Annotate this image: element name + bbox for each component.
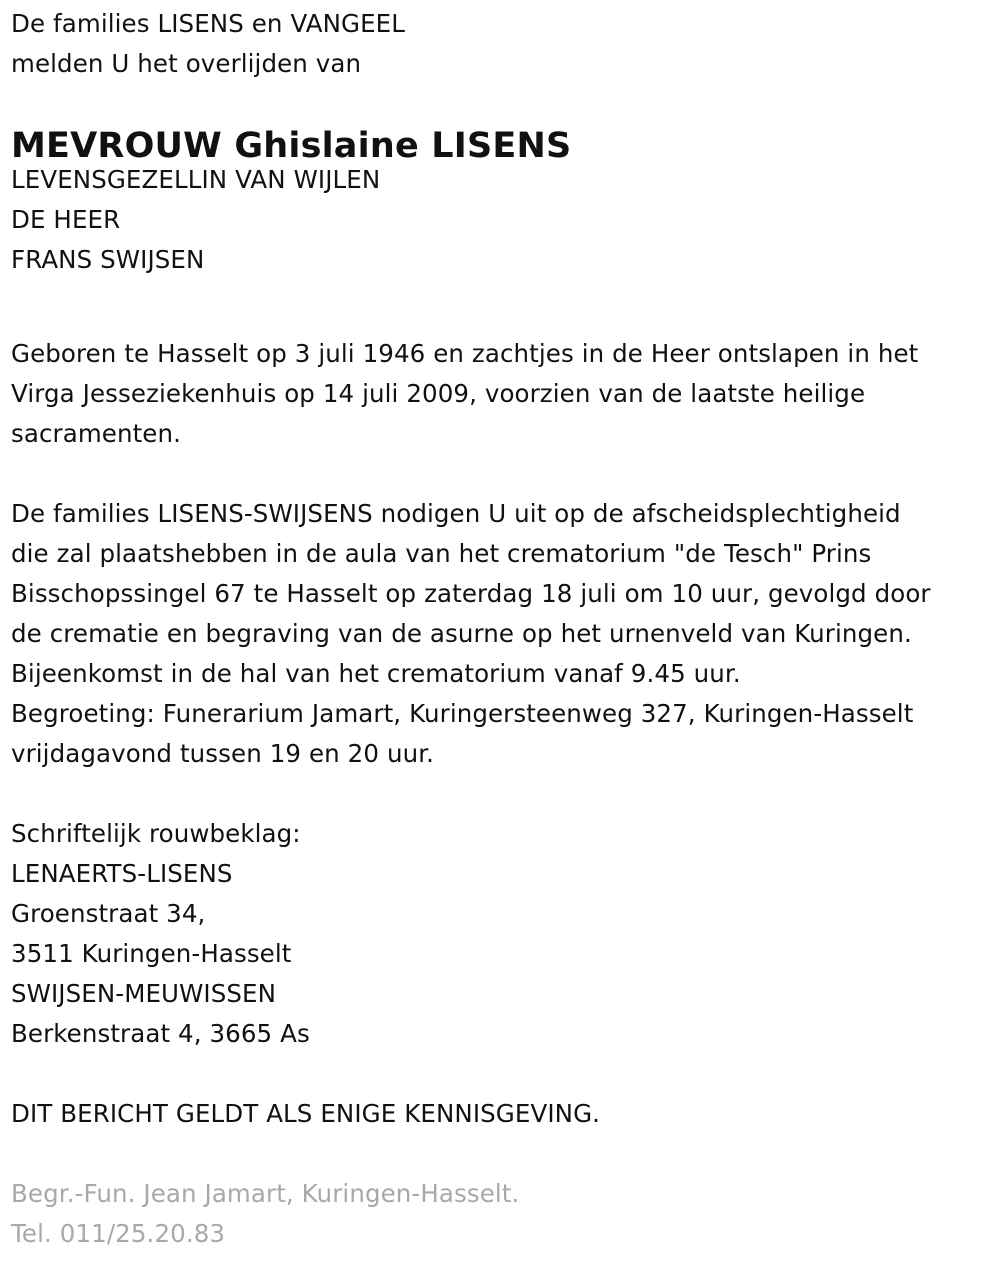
relation-line-2: DE HEER [11,205,121,234]
intro-line-1: De families LISENS en VANGEEL [11,9,406,38]
birth-death-line-3: sacramenten. [11,419,181,448]
condolences-heading: Schriftelijk rouwbeklag: [11,819,301,848]
ceremony-line-3: Bisschopssingel 67 te Hasselt op zaterdag 18 juli om 10 uur, gevolgd door [11,579,931,608]
ceremony-line-2: die zal plaatshebben in de aula van het crematorium "de Tesch" Prins [11,539,872,568]
intro-line-2: melden U het overlijden van [11,49,362,78]
birth-death-paragraph [11,334,918,454]
deceased-name: MEVROUW Ghislaine LISENS [11,126,572,166]
footer-phone: Tel. 011/25.20.83 [11,1219,226,1248]
birth-death-line-2: Virga Jesseziekenhuis op 14 juli 2009, voorzien van de laatste heilige [11,379,866,408]
ceremony-paragraph [11,494,931,774]
footer-funeral-home: Begr.-Fun. Jean Jamart, Kuringen-Hasselt. [11,1179,520,1208]
condolences-section [11,814,310,1054]
deceased-section [11,126,571,280]
condolences-line-4: 3511 Kuringen-Hasselt [11,939,292,968]
condolences-line-5: SWIJSEN-MEUWISSEN [11,979,277,1008]
ceremony-line-7: vrijdagavond tussen 19 en 20 uur. [11,739,435,768]
relation-line-3: FRANS SWIJSEN [11,245,205,274]
condolences-line-3: Groenstraat 34, [11,899,206,928]
notice-line: DIT BERICHT GELDT ALS ENIGE KENNISGEVING. [11,1099,601,1128]
ceremony-line-1: De families LISENS-SWIJSENS nodigen U uit op de afscheidsplechtigheid [11,499,901,528]
relation-line-1: LEVENSGEZELLIN VAN WIJLEN [11,165,381,194]
ceremony-line-6: Begroeting: Funerarium Jamart, Kuringersteenweg 327, Kuringen-Hasselt [11,699,914,728]
condolences-line-2: LENAERTS-LISENS [11,859,233,888]
notice-section [11,1094,600,1134]
birth-death-line-1: Geboren te Hasselt op 3 juli 1946 en zachtjes in de Heer ontslapen in het [11,339,919,368]
intro-section [11,4,405,84]
footer-section [11,1174,519,1254]
condolences-line-6: Berkenstraat 4, 3665 As [11,1019,310,1048]
ceremony-line-4: de crematie en begraving van de asurne op het urnenveld van Kuringen. [11,619,912,648]
ceremony-line-5: Bijeenkomst in de hal van het crematorium vanaf 9.45 uur. [11,659,741,688]
